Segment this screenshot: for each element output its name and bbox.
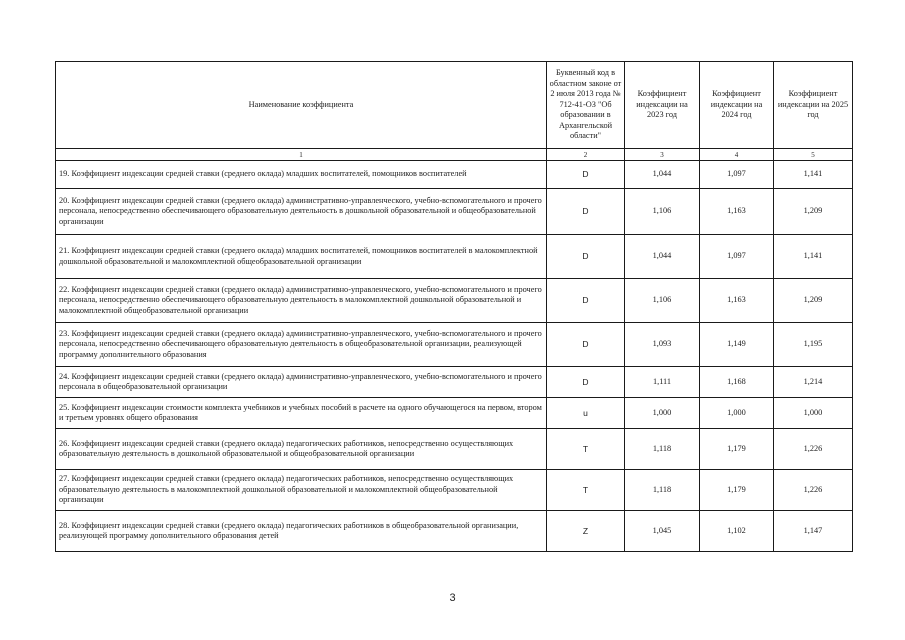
coefficient-name: 25. Коэффициент индексации стоимости комплекта учебников и учебных пособий в расчете на одного обучающегося на первом, втором и третьем уровнях общего образования: [56, 398, 547, 429]
table-row: [56, 429, 853, 470]
value-2024: 1,149: [700, 323, 774, 367]
header-coefficient-2023: Коэффициент индексации на 2023 год: [625, 62, 700, 149]
coefficient-name: 24. Коэффициент индексации средней ставки (среднего оклада) административно-управленческого, учебно-вспомогательного и прочего персонала в общеобразовательной организации: [56, 367, 547, 398]
coefficient-name: 26. Коэффициент индексации средней ставки (среднего оклада) педагогических работников, непосредственно осуществляющих образовательную деятельность в дошкольной образовательной и общеобразовательной организации: [56, 429, 547, 470]
header-letter-code: Буквенный код в областном законе от 2 июля 2013 года № 712-41-ОЗ "Об образовании в Архангельской области": [547, 62, 625, 149]
letter-code: D: [547, 235, 625, 279]
value-2024: 1,163: [700, 279, 774, 323]
table-row: [56, 398, 853, 429]
letter-code: D: [547, 367, 625, 398]
table-row: [56, 511, 853, 552]
letter-code: T: [547, 429, 625, 470]
column-number: 5: [774, 149, 853, 161]
page-number: 3: [449, 592, 456, 604]
value-2024: 1,097: [700, 161, 774, 189]
coefficient-name: 20. Коэффициент индексации средней ставки (среднего оклада) административно-управленческого, учебно-вспомогательного и прочего персонала, непосредственно обеспечивающего образовательную деятельность в дошкольной образовательной и общеобразовательной организации: [56, 189, 547, 235]
value-2024: 1,000: [700, 398, 774, 429]
value-2024: 1,097: [700, 235, 774, 279]
table-row: [56, 189, 853, 235]
table-row: [56, 161, 853, 189]
value-2025: 1,147: [774, 511, 853, 552]
value-2025: 1,209: [774, 189, 853, 235]
letter-code: D: [547, 161, 625, 189]
column-number: 3: [625, 149, 700, 161]
column-number: 2: [547, 149, 625, 161]
value-2025: 1,226: [774, 429, 853, 470]
value-2023: 1,111: [625, 367, 700, 398]
column-number-row: [56, 149, 853, 161]
header-coefficient-name: Наименование коэффициента: [56, 62, 547, 149]
value-2023: 1,118: [625, 429, 700, 470]
table-row: [56, 367, 853, 398]
column-number: 1: [56, 149, 547, 161]
table-row: [56, 323, 853, 367]
letter-code: u: [547, 398, 625, 429]
value-2025: 1,141: [774, 235, 853, 279]
column-number: 4: [700, 149, 774, 161]
table-row: [56, 470, 853, 511]
value-2024: 1,179: [700, 429, 774, 470]
letter-code: T: [547, 470, 625, 511]
value-2023: 1,106: [625, 279, 700, 323]
letter-code: D: [547, 279, 625, 323]
value-2024: 1,179: [700, 470, 774, 511]
letter-code: D: [547, 189, 625, 235]
value-2023: 1,045: [625, 511, 700, 552]
value-2025: 1,195: [774, 323, 853, 367]
table-row: [56, 235, 853, 279]
value-2023: 1,093: [625, 323, 700, 367]
value-2023: 1,044: [625, 161, 700, 189]
value-2025: 1,214: [774, 367, 853, 398]
coefficient-name: 19. Коэффициент индексации средней ставки (среднего оклада) младших воспитателей, помощников воспитателей: [56, 161, 547, 189]
value-2025: 1,141: [774, 161, 853, 189]
value-2023: 1,000: [625, 398, 700, 429]
coefficient-name: 22. Коэффициент индексации средней ставки (среднего оклада) административно-управленческого, учебно-вспомогательного и прочего персонала, непосредственно обеспечивающего образовательную деятельность в малокомплектной дошкольной образовательной и малокомплектной общеобразовательной организации: [56, 279, 547, 323]
value-2023: 1,106: [625, 189, 700, 235]
header-row: [56, 62, 853, 149]
value-2024: 1,163: [700, 189, 774, 235]
value-2023: 1,118: [625, 470, 700, 511]
value-2025: 1,209: [774, 279, 853, 323]
coefficient-name: 23. Коэффициент индексации средней ставки (среднего оклада) административно-управленческого, учебно-вспомогательного и прочего персонала, непосредственно обеспечивающего образовательную деятельность в общеобразовательной организации, реализующей программу дополнительного образования: [56, 323, 547, 367]
coefficient-name: 27. Коэффициент индексации средней ставки (среднего оклада) педагогических работников, непосредственно осуществляющих образовательную деятельность в малокомплектной дошкольной образовательной и малокомплектной общеобразовательной организации: [56, 470, 547, 511]
value-2023: 1,044: [625, 235, 700, 279]
header-coefficient-2024: Коэффициент индексации на 2024 год: [700, 62, 774, 149]
value-2025: 1,226: [774, 470, 853, 511]
header-coefficient-2025: Коэффициент индексации на 2025 год: [774, 62, 853, 149]
value-2024: 1,102: [700, 511, 774, 552]
coefficient-name: 21. Коэффициент индексации средней ставки (среднего оклада) младших воспитателей, помощников воспитателей в малокомплектной дошкольной образовательной и малокомплектной общеобразовательной организации: [56, 235, 547, 279]
table-row: [56, 279, 853, 323]
table-header: [56, 62, 853, 161]
letter-code: D: [547, 323, 625, 367]
value-2025: 1,000: [774, 398, 853, 429]
value-2024: 1,168: [700, 367, 774, 398]
letter-code: Z: [547, 511, 625, 552]
table-body: [56, 161, 853, 552]
coefficients-table: [55, 61, 853, 552]
coefficient-name: 28. Коэффициент индексации средней ставки (среднего оклада) педагогических работников в общеобразовательной организации, реализующей программу дополнительного образования детей: [56, 511, 547, 552]
